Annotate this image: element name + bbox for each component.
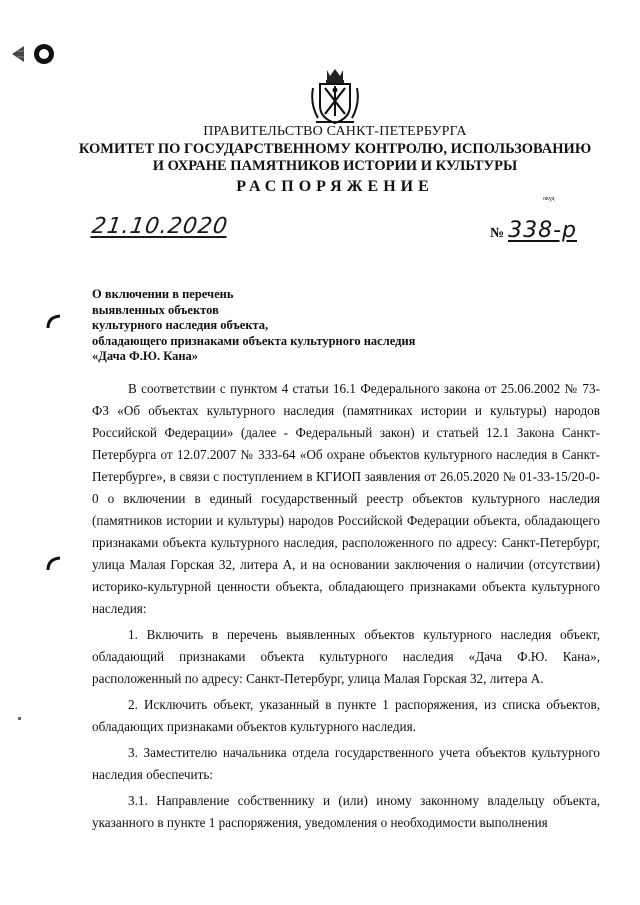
order-title — [92, 287, 415, 365]
body-paragraph: 3.1. Направление собственнику и (или) иному законному владельцу объекта, указанного в пункте 1 распоряжения, уведомления о необходимости выполнения — [92, 793, 600, 830]
body-paragraph: В соответствии с пунктом 4 статьи 16.1 Федерального закона от 25.06.2002 № 73-ФЗ «Об объектах культурного наследия (памятниках истории и культуры) народов Российской Федерации» (далее - Федеральный закон) и статьей 12.1 Закона Санкт-Петербурга от 12.07.2007 № 333-64 «Об охране объектов культурного наследия в Санкт-Петербурге», в связи с поступлением в КГИОП заявления от 26.05.2020 № 01-33-15/20-0-0 о включении в единый государственный реестр объектов культурного наследия (памятников истории и культуры) народов Российской Федерации объекта, обладающего признаками объекта культурного наследия, расположенного по адресу: Санкт-Петербург, улица Малая Горская 32, литера А, и на основании заключения о наличии (отсутствии) историко-культурной ценности объекта, обладающего признаками объекта культурного наследия: — [92, 381, 600, 616]
title-line: «Дача Ф.Ю. Кана» — [92, 349, 199, 363]
scan-speck — [18, 717, 21, 720]
scan-corner-mark — [46, 314, 62, 330]
punch-hole-mark — [10, 42, 56, 66]
coat-of-arms-emblem — [310, 66, 360, 128]
body-paragraph: 1. Включить в перечень выявленных объектов культурного наследия объект, обладающий признаками объекта культурного наследия «Дача Ф.Ю. Кана», расположенный по адресу: Санкт-Петербург, улица Малая Горская 32, литера А. — [92, 627, 600, 686]
handwritten-number: 338-р — [508, 218, 577, 243]
title-line: выявленных объектов — [92, 302, 219, 317]
number-sign: № — [490, 226, 505, 241]
title-line: обладающего признаками объекта культурного наследия — [92, 333, 416, 348]
body-paragraph: 3. Заместителю начальника отдела государственного учета объектов культурного наследия обеспечить: — [92, 745, 600, 782]
committee-heading-line-1: КОМИТЕТ ПО ГОСУДАРСТВЕННОМУ КОНТРОЛЮ, ИСПОЛЬЗОВАНИЮ — [78, 141, 592, 157]
title-line: культурного наследия объекта, — [92, 318, 269, 332]
title-line: О включении в перечень — [92, 287, 234, 301]
handwritten-date: 21.10.2020 — [90, 214, 230, 239]
document-type-heading: РАСПОРЯЖЕНИЕ — [236, 178, 434, 195]
body-paragraph: 2. Исключить объект, указанный в пункте 1 распоряжения, из списка объектов, обладающих признаками объектов культурного наследия. — [92, 697, 600, 734]
scan-corner-mark — [46, 556, 62, 572]
government-heading: ПРАВИТЕЛЬСТВО САНКТ-ПЕТЕРБУРГА — [203, 124, 467, 139]
committee-heading-line-2: И ОХРАНЕ ПАМЯТНИКОВ ИСТОРИИ И КУЛЬТУРЫ — [152, 158, 518, 174]
document-number — [490, 218, 577, 243]
document-body — [92, 378, 600, 838]
okud-label: окуд — [543, 196, 555, 202]
